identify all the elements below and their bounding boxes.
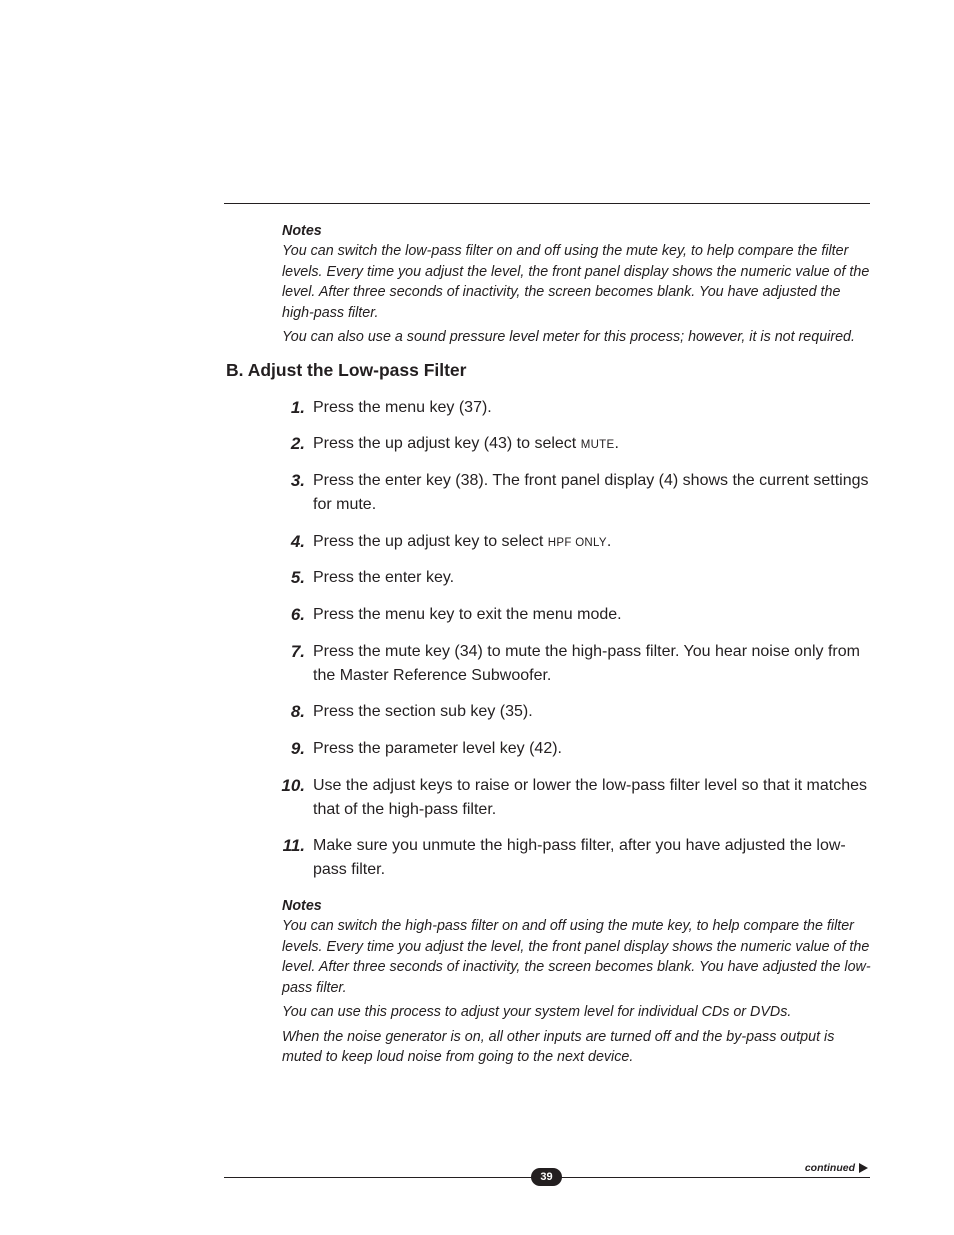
notes-paragraph: You can switch the low-pass filter on and off using the mute key, to help compare the filter levels. Every time you adjust the level, the front panel display shows the numeric value of the level. After three seconds of inactivity, the screen becomes blank. You have adjusted the high-pass filter. bbox=[282, 243, 870, 321]
step-text: Use the adjust keys to raise or lower the low-pass filter level so that it matches that of the high-pass filter. bbox=[313, 777, 868, 818]
step-text: Press the menu key to exit the menu mode. bbox=[313, 606, 622, 623]
arrow-right-icon bbox=[859, 1163, 868, 1173]
step-text bbox=[313, 530, 874, 556]
continued-label bbox=[805, 1160, 868, 1176]
continued-text: continued bbox=[804, 1162, 855, 1174]
smallcaps-term: MUTE bbox=[580, 439, 615, 451]
notes-paragraph: You can switch the high-pass filter on and off using the mute key, to help compare the filter levels. Every time you adjust the level, the front panel display shows the numeric value of the level. After three seconds of inactivity, the screen becomes blank. You have adjusted the low-pass filter. bbox=[282, 918, 871, 996]
step-item bbox=[270, 432, 874, 458]
step-item bbox=[270, 603, 874, 627]
step-number: 4. bbox=[290, 532, 305, 551]
step-item bbox=[270, 774, 874, 821]
step-number: 11. bbox=[282, 836, 305, 855]
step-text-part: . bbox=[614, 435, 619, 452]
step-text-part: Press the up adjust key (43) to select bbox=[313, 435, 581, 452]
page-number-badge: 39 bbox=[531, 1168, 562, 1186]
section-heading: B. Adjust the Low-pass Filter bbox=[226, 360, 467, 380]
notes-top bbox=[282, 221, 872, 352]
step-text: Press the enter key (38). The front panel display (4) shows the current settings for mute. bbox=[313, 472, 869, 513]
step-number: 7. bbox=[290, 642, 305, 661]
step-number: 2. bbox=[290, 434, 305, 453]
step-text-part: Press the up adjust key to select bbox=[313, 533, 548, 550]
step-item bbox=[270, 469, 874, 516]
step-number: 8. bbox=[290, 702, 305, 721]
step-item bbox=[270, 834, 874, 881]
step-text: Press the enter key. bbox=[313, 569, 455, 586]
step-number: 9. bbox=[290, 739, 305, 758]
step-item bbox=[270, 566, 874, 590]
step-text: Press the parameter level key (42). bbox=[313, 740, 562, 757]
notes-paragraph: When the noise generator is on, all other inputs are turned off and the by-pass output is muted to keep loud noise from going to the next device. bbox=[282, 1028, 835, 1065]
step-text: Make sure you unmute the high-pass filter, after you have adjusted the low-pass filter. bbox=[313, 837, 846, 878]
step-number: 5. bbox=[290, 568, 305, 587]
step-text: Press the section sub key (35). bbox=[313, 703, 533, 720]
step-number: 6. bbox=[290, 605, 305, 624]
notes-bottom bbox=[282, 896, 872, 1072]
step-item bbox=[270, 396, 874, 420]
step-number: 1. bbox=[290, 398, 305, 417]
notes-heading: Notes bbox=[282, 898, 322, 914]
notes-paragraph: You can use this process to adjust your system level for individual CDs or DVDs. bbox=[282, 1004, 792, 1020]
step-text: Press the menu key (37). bbox=[313, 399, 492, 416]
step-number: 3. bbox=[290, 471, 305, 490]
step-item bbox=[270, 737, 874, 761]
step-text: Press the mute key (34) to mute the high-pass filter. You hear noise only from the Master Reference Subwoofer. bbox=[313, 643, 860, 684]
smallcaps-term: HPF ONLY bbox=[547, 537, 607, 549]
step-item bbox=[270, 700, 874, 724]
step-text-part: . bbox=[606, 533, 612, 550]
notes-heading: Notes bbox=[282, 223, 322, 239]
header-divider bbox=[224, 203, 870, 204]
step-item bbox=[270, 640, 874, 687]
step-item bbox=[270, 530, 874, 556]
step-text bbox=[313, 432, 874, 458]
step-number: 10. bbox=[281, 776, 305, 795]
notes-paragraph: You can also use a sound pressure level meter for this process; however, it is not required. bbox=[282, 329, 855, 345]
